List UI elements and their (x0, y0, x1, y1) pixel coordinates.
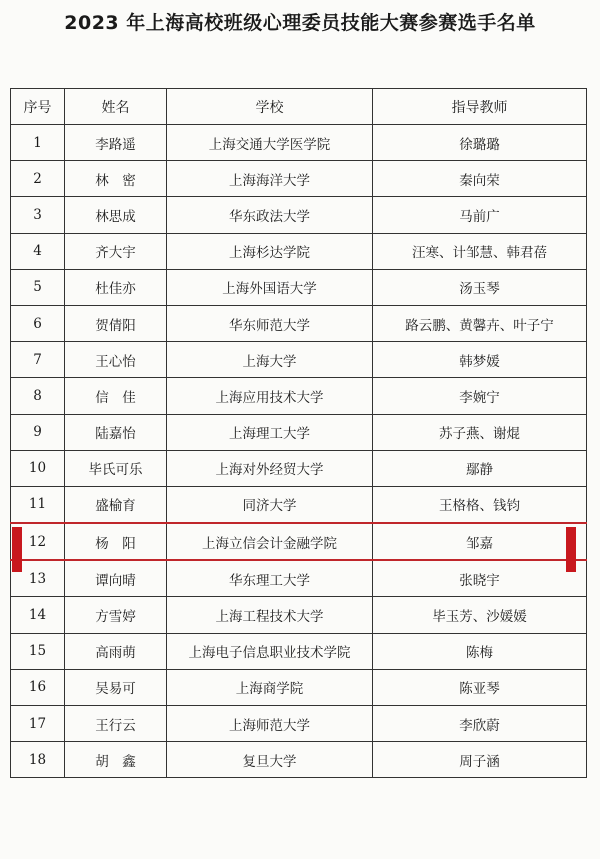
cell-teacher: 陈梅 (373, 633, 587, 669)
table-row (11, 560, 587, 597)
cell-teacher: 毕玉芳、沙媛媛 (373, 597, 587, 633)
cell-teacher: 韩梦媛 (373, 342, 587, 378)
cell-name: 谭向晴 (65, 560, 167, 597)
cell-name: 信 佳 (65, 378, 167, 414)
cell-school: 华东师范大学 (167, 305, 373, 341)
cell-school: 上海工程技术大学 (167, 597, 373, 633)
page-title: 2023 年上海高校班级心理委员技能大赛参赛选手名单 (64, 12, 536, 34)
cell-number: 4 (11, 233, 65, 269)
header-number: 序号 (11, 89, 65, 125)
cell-teacher: 鄢静 (373, 450, 587, 486)
cell-name: 高雨萌 (65, 633, 167, 669)
cell-school: 上海师范大学 (167, 706, 373, 742)
cell-school: 华东理工大学 (167, 560, 373, 597)
cell-number: 16 (11, 669, 65, 705)
cell-school: 上海外国语大学 (167, 269, 373, 305)
cell-number: 9 (11, 414, 65, 450)
cell-number: 14 (11, 597, 65, 633)
cell-school: 上海对外经贸大学 (167, 450, 373, 486)
cell-number: 15 (11, 633, 65, 669)
cell-name: 吴易可 (65, 669, 167, 705)
cell-school: 上海大学 (167, 342, 373, 378)
table-row (11, 233, 587, 269)
cell-name: 陆嘉怡 (65, 414, 167, 450)
cell-number: 6 (11, 305, 65, 341)
cell-school: 上海应用技术大学 (167, 378, 373, 414)
cell-number: 10 (11, 450, 65, 486)
table-row (11, 597, 587, 633)
cell-name: 林 密 (65, 161, 167, 197)
table-row (11, 669, 587, 705)
table-row (11, 633, 587, 669)
cell-teacher: 李婉宁 (373, 378, 587, 414)
cell-number: 7 (11, 342, 65, 378)
cell-number: 18 (11, 742, 65, 778)
cell-school: 复旦大学 (167, 742, 373, 778)
cell-number: 5 (11, 269, 65, 305)
cell-teacher: 邹嘉 (373, 523, 587, 560)
cell-number: 1 (11, 125, 65, 161)
cell-school: 上海海洋大学 (167, 161, 373, 197)
cell-teacher: 徐璐璐 (373, 125, 587, 161)
cell-number: 12 (11, 523, 65, 560)
cell-number: 13 (11, 560, 65, 597)
header-school: 学校 (167, 89, 373, 125)
cell-school: 同济大学 (167, 486, 373, 523)
table-row (11, 305, 587, 341)
cell-number: 3 (11, 197, 65, 233)
cell-teacher: 周子涵 (373, 742, 587, 778)
highlight-marker-right (566, 527, 576, 572)
cell-teacher: 李欣蔚 (373, 706, 587, 742)
cell-name: 林思成 (65, 197, 167, 233)
table-row (11, 414, 587, 450)
cell-teacher: 苏子燕、谢焜 (373, 414, 587, 450)
cell-school: 上海电子信息职业技术学院 (167, 633, 373, 669)
cell-teacher: 秦向荣 (373, 161, 587, 197)
table-row (11, 269, 587, 305)
cell-school: 上海理工大学 (167, 414, 373, 450)
cell-school: 华东政法大学 (167, 197, 373, 233)
cell-name: 毕氏可乐 (65, 450, 167, 486)
table-row (11, 197, 587, 233)
table-row (11, 161, 587, 197)
highlight-marker-left (12, 527, 22, 572)
cell-number: 17 (11, 706, 65, 742)
cell-school: 上海商学院 (167, 669, 373, 705)
cell-school: 上海立信会计金融学院 (167, 523, 373, 560)
header-teacher: 指导教师 (373, 89, 587, 125)
cell-name: 杜佳亦 (65, 269, 167, 305)
cell-teacher: 王格格、钱钧 (373, 486, 587, 523)
cell-school: 上海杉达学院 (167, 233, 373, 269)
cell-number: 2 (11, 161, 65, 197)
cell-teacher: 陈亚琴 (373, 669, 587, 705)
cell-name: 贺倩阳 (65, 305, 167, 341)
cell-school: 上海交通大学医学院 (167, 125, 373, 161)
table-row (11, 486, 587, 523)
header-name: 姓名 (65, 89, 167, 125)
cell-name: 杨 阳 (65, 523, 167, 560)
cell-teacher: 路云鹏、黄馨卉、叶子宁 (373, 305, 587, 341)
cell-name: 王行云 (65, 706, 167, 742)
cell-name: 盛榆育 (65, 486, 167, 523)
table-row (11, 523, 587, 560)
contestant-table (10, 88, 587, 778)
cell-name: 李路遥 (65, 125, 167, 161)
cell-teacher: 汤玉琴 (373, 269, 587, 305)
table-header-row (11, 89, 587, 125)
cell-name: 方雪婷 (65, 597, 167, 633)
table-row (11, 125, 587, 161)
cell-teacher: 汪寒、计邹慧、韩君蓓 (373, 233, 587, 269)
cell-name: 王心怡 (65, 342, 167, 378)
cell-name: 胡 鑫 (65, 742, 167, 778)
cell-name: 齐大宇 (65, 233, 167, 269)
cell-number: 8 (11, 378, 65, 414)
table-row (11, 706, 587, 742)
cell-number: 11 (11, 486, 65, 523)
cell-teacher: 张晓宇 (373, 560, 587, 597)
table-row (11, 342, 587, 378)
table-row (11, 378, 587, 414)
table-row (11, 742, 587, 778)
table-row (11, 450, 587, 486)
cell-teacher: 马前广 (373, 197, 587, 233)
